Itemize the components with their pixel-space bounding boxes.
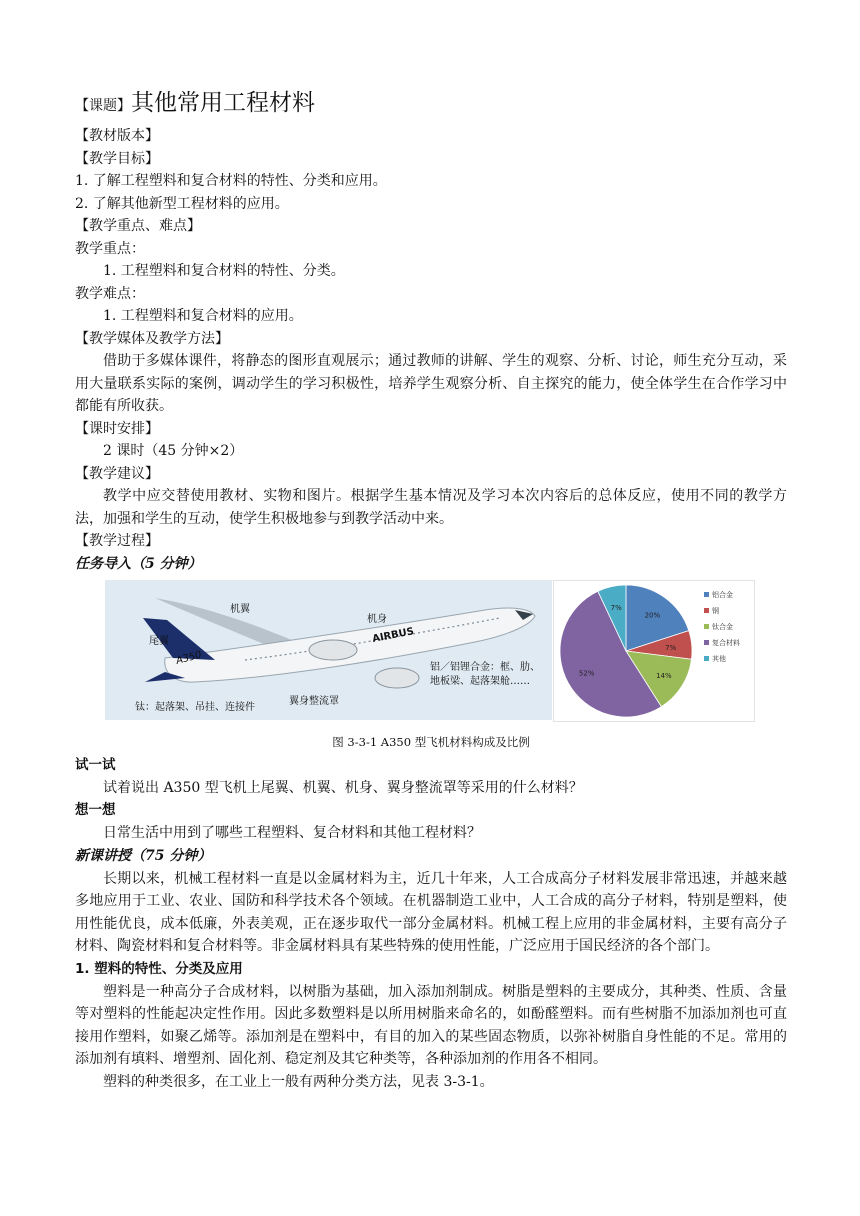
label-aluminum-1: 铝／铝锂合金：框、肋、 xyxy=(430,661,540,673)
engine-right xyxy=(375,668,419,688)
media-method-paragraph: 借助于多媒体课件，将静态的图形直观展示；通过教师的讲解、学生的观察、分析、讨论，师生充分互动，采用大量联系实际的案例，调动学生的学习积极性，培养学生观察分析、自主探究的能力，使全体学生在合作学习中都能有所收获。 xyxy=(75,353,787,414)
pie-data-label-4: 7% xyxy=(610,603,622,612)
lesson-title: 其他常用工程材料 xyxy=(131,90,315,116)
pie-chart-svg xyxy=(554,581,754,721)
label-fuselage: 机身 xyxy=(367,613,387,625)
legend-label-2: 钛合金 xyxy=(712,622,733,631)
legend-swatch-2 xyxy=(704,624,709,629)
material-pie-chart xyxy=(553,580,755,722)
label-tail: 尾翼 xyxy=(149,635,169,647)
think-text: 日常生活中用到了哪些工程塑料、复合材料和其他工程材料？ xyxy=(103,825,481,841)
edition-heading: 【教材版本】 xyxy=(75,128,159,144)
difficult-points-label: 教学难点： xyxy=(75,285,145,302)
try-heading: 试一试 xyxy=(75,756,116,773)
key-point-item: 1. 工程塑料和复合材料的特性、分类。 xyxy=(103,263,345,279)
goals-heading: 【教学目标】 xyxy=(75,150,159,167)
lecture-paragraph-3: 塑料的种类很多，在工业上一般有两种分类方法，见表 3-3-1。 xyxy=(103,1073,494,1090)
label-wing: 机翼 xyxy=(230,603,250,615)
legend-swatch-0 xyxy=(704,592,709,597)
label-aluminum-2: 地板梁、起落架舱…… xyxy=(430,675,530,687)
pie-data-label-3: 52% xyxy=(578,669,595,678)
pie-data-label-1: 7% xyxy=(665,643,677,652)
try-text: 试着说出 A350 型飞机上尾翼、机翼、机身、翼身整流罩等采用的什么材料？ xyxy=(103,779,583,796)
airbus-logo-text: AIRBUS xyxy=(371,625,415,645)
legend-label-0: 铝合金 xyxy=(712,590,733,599)
think-heading: 想一想 xyxy=(75,802,116,818)
figure-caption: 图 3-3-1 A350 型飞机材料构成及比例 xyxy=(332,734,530,749)
key-difficult-heading: 【教学重点、难点】 xyxy=(75,218,201,234)
legend-label-3: 复合材料 xyxy=(712,638,740,647)
task-intro-heading: 任务导入（5 分钟） xyxy=(75,555,202,572)
difficult-point-item: 1. 工程塑料和复合材料的应用。 xyxy=(103,308,303,324)
engine-left xyxy=(309,640,357,660)
airplane-illustration xyxy=(105,580,552,720)
legend-swatch-1 xyxy=(704,608,709,613)
lesson-label: 【课题】 xyxy=(75,98,131,114)
label-titanium: 钛：起落架、吊挂、连接件 xyxy=(135,701,255,713)
pie-data-label-0: 20% xyxy=(644,611,661,620)
lecture-paragraph-2: 塑料是一种高分子合成材料，以树脂为基础，加入添加剂制成。树脂是塑料的主要成分，其种类、性质、含量等对塑料的性能起决定性作用。因此多数塑料是以所用树脂来命名的，如酚醛塑料。而有些树脂不加添加剂也可直接用作塑料，如聚乙烯等。添加剂是在塑料中，有目的加入的某些固态物质，以弥补树脂自身性能的不足。常用的添加剂有填料、增塑剂、固化剂、稳定剂及其它种类等，各种添加剂的作用各不相同。 xyxy=(75,983,787,1067)
plastics-subheading: 1. 塑料的特性、分类及应用 xyxy=(75,960,243,977)
pie-data-label-2: 14% xyxy=(656,671,672,680)
lesson-title-row xyxy=(75,86,787,123)
legend-swatch-4 xyxy=(704,656,709,661)
legend-label-1: 钢 xyxy=(712,606,719,615)
document-page xyxy=(75,86,787,1093)
legend-label-4: 其他 xyxy=(712,654,726,663)
lecture-paragraph-1: 长期以来，机械工程材料一直是以金属材料为主，近几十年来，人工合成高分子材料发展非常迅速，并越来越多地应用于工业、农业、国防和科学技术各个领域。在机器制造工业中，人工合成的高分子材料，特别是塑料，使用性能优良，成本低廉，外表美观，正在逐步取代一部分金属材料。机械工程上应用的非金属材料，主要有高分子材料、陶瓷材料和复合材料等。非金属材料具有某些特殊的使用性能，广泛应用于国民经济的各个部门。 xyxy=(75,870,787,954)
legend-swatch-3 xyxy=(704,640,709,645)
advice-paragraph: 教学中应交替使用教材、实物和图片。根据学生基本情况及学习本次内容后的总体反应，使用不同的教学方法，加强和学生的互动，使学生积极地参与到教学活动中来。 xyxy=(75,488,787,527)
model-text: A350 xyxy=(174,649,203,667)
hours-heading: 【课时安排】 xyxy=(75,420,159,437)
media-method-heading: 【教学媒体及教学方法】 xyxy=(75,330,229,347)
label-fairing: 翼身整流罩 xyxy=(289,695,339,707)
goal-item-2: 2. 了解其他新型工程材料的应用。 xyxy=(75,195,289,212)
hours-text: 2 课时（45 分钟×2） xyxy=(103,443,244,459)
goal-item-1: 1. 了解工程塑料和复合材料的特性、分类和应用。 xyxy=(75,173,387,189)
advice-heading: 【教学建议】 xyxy=(75,465,159,482)
lecture-heading: 新课讲授（75 分钟） xyxy=(75,847,212,864)
a350-airplane-image xyxy=(105,580,552,720)
key-points-label: 教学重点： xyxy=(75,240,145,257)
a350-figure xyxy=(75,580,787,730)
process-heading: 【教学过程】 xyxy=(75,533,159,549)
